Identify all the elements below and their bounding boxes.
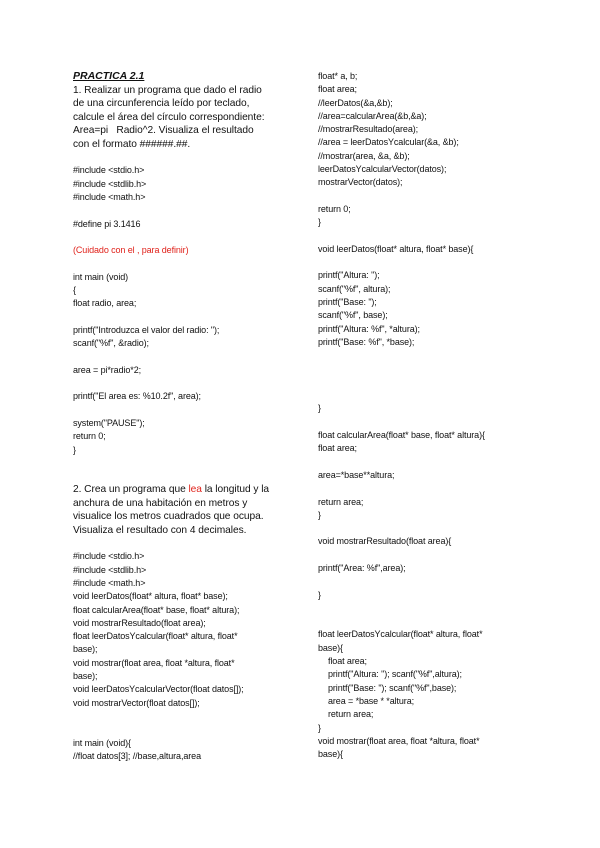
spacer <box>318 389 528 402</box>
spacer <box>318 416 528 429</box>
code-line: void mostrarResultado(float area); <box>73 617 206 628</box>
code-line: scanf("%f", &radio); <box>73 338 149 349</box>
code-line: #include <stdio.h> <box>73 551 145 562</box>
highlighted-word: lea <box>188 484 202 496</box>
spacer <box>73 311 295 324</box>
exercise-2-text: la longitud y la <box>201 484 270 496</box>
exercise-1-line: de una circunferencia leído por teclado, <box>73 98 250 110</box>
code-line: void mostrar(float area, float *altura, float* <box>73 657 235 668</box>
code-line: #include <math.h> <box>73 191 146 202</box>
code-line: return area; <box>328 709 374 720</box>
code-line: #include <stdlib.h> <box>73 178 147 189</box>
code-line: mostrarVector(datos); <box>318 177 403 188</box>
code-line: printf("Altura: "); scanf("%f",altura); <box>328 669 462 680</box>
code-line: base){ <box>318 642 343 653</box>
code-line: //mostrar(area, &a, &b); <box>318 150 410 161</box>
code-line: void leerDatosYcalcularVector(float datos[]); <box>73 684 244 695</box>
code-line: void mostrarResultado(float area){ <box>318 536 452 547</box>
code-line: base){ <box>318 749 343 760</box>
code-line: float* a, b; <box>318 71 358 81</box>
spacer <box>73 537 295 550</box>
code-line: area=*base**altura; <box>318 469 395 480</box>
spacer <box>73 404 295 417</box>
code-line: system("PAUSE"); <box>73 417 145 428</box>
code-line: //area = leerDatosYcalcular(&a, &b); <box>318 137 459 148</box>
code-line: //float datos[3]; //base,altura,area <box>73 750 201 761</box>
spacer <box>318 256 528 269</box>
warning-note: (Cuidado con el , para definir) <box>73 245 189 256</box>
code-line: printf("Base: "); scanf("%f",base); <box>328 682 457 693</box>
code-line: float calcularArea(float* base, float* altura){ <box>318 430 485 441</box>
code-line: #include <math.h> <box>73 577 146 588</box>
code-line: //leerDatos(&a,&b); <box>318 97 393 108</box>
code-line: base); <box>73 671 98 682</box>
exercise-1-line: calcule el área del círculo correspondiente: <box>73 111 265 123</box>
spacer <box>318 456 528 469</box>
exercise-1-line: con el formato ######.##. <box>73 138 191 150</box>
spacer <box>73 257 295 270</box>
code-line: float radio, area; <box>73 298 137 309</box>
code-line: } <box>318 509 321 520</box>
code-line: #include <stdio.h> <box>73 165 145 176</box>
code-line: void leerDatos(float* altura, float* base); <box>73 591 228 602</box>
code-line: } <box>318 722 321 733</box>
spacer <box>73 204 295 217</box>
code-line: printf("Base: "); <box>318 297 377 308</box>
exercise-2-text: 2. Crea un programa que <box>73 484 189 496</box>
code-line: printf("Altura: %f", *altura); <box>318 323 420 334</box>
code-line: float area; <box>318 84 357 95</box>
left-column <box>73 70 295 763</box>
code-line: void mostrarVector(float datos[]); <box>73 697 200 708</box>
spacer <box>73 710 295 723</box>
spacer <box>73 151 295 164</box>
spacer <box>318 376 528 389</box>
code-line: area = *base * *altura; <box>328 695 415 706</box>
spacer <box>318 482 528 495</box>
code-line: } <box>318 217 321 228</box>
code-line: base); <box>73 644 98 655</box>
spacer <box>73 231 295 244</box>
code-line: leerDatosYcalcularVector(datos); <box>318 164 447 175</box>
code-line: float area; <box>318 443 357 454</box>
practice-title: PRACTICA 2.1 <box>73 70 145 82</box>
code-line: scanf("%f", base); <box>318 310 388 321</box>
spacer <box>73 723 295 736</box>
exercise-2-line: Visualiza el resultado con 4 decimales. <box>73 524 247 536</box>
spacer <box>318 549 528 562</box>
spacer <box>318 349 528 362</box>
code-line: } <box>318 589 321 600</box>
code-line: return 0; <box>318 203 351 214</box>
code-line: float area; <box>328 656 367 667</box>
spacer <box>318 190 528 203</box>
code-line: } <box>73 444 76 455</box>
spacer <box>73 457 295 470</box>
exercise-1-line: 1. Realizar un programa que dado el radio <box>73 85 262 96</box>
code-line: float leerDatosYcalcular(float* altura, float* <box>318 629 483 640</box>
code-line: printf("Area: %f",area); <box>318 562 406 573</box>
code-line: int main (void){ <box>73 737 131 748</box>
exercise-2-line <box>73 483 295 496</box>
spacer <box>73 377 295 390</box>
right-column <box>318 70 528 761</box>
code-line: int main (void) <box>73 271 129 282</box>
spacer <box>318 522 528 535</box>
code-line: //mostrarResultado(area); <box>318 124 419 135</box>
code-line: } <box>318 403 321 414</box>
code-line: float calcularArea(float* base, float* altura); <box>73 604 240 615</box>
code-line: #include <stdlib.h> <box>73 564 147 575</box>
spacer <box>318 363 528 376</box>
code-line: printf("Altura: "); <box>318 270 380 281</box>
spacer <box>318 575 528 588</box>
spacer <box>73 470 295 483</box>
code-line: //area=calcularArea(&b,&a); <box>318 110 427 121</box>
code-line: printf("Base: %f", *base); <box>318 336 415 347</box>
code-line: return area; <box>318 496 364 507</box>
code-line: #define pi 3.1416 <box>73 218 141 229</box>
code-line: void mostrar(float area, float *altura, float* <box>318 735 480 746</box>
exercise-2-line: visualice los metros cuadrados que ocupa. <box>73 511 264 523</box>
spacer <box>318 230 528 243</box>
code-line: area = pi*radio*2; <box>73 364 141 375</box>
code-line: return 0; <box>73 431 106 442</box>
code-line: printf("El area es: %10.2f", area); <box>73 391 201 402</box>
exercise-2-line: anchura de una habitación en metros y <box>73 497 248 509</box>
code-line: void leerDatos(float* altura, float* base){ <box>318 243 474 254</box>
spacer <box>318 615 528 628</box>
code-line: float leerDatosYcalcular(float* altura, float* <box>73 631 238 642</box>
spacer <box>318 602 528 615</box>
exercise-1-line: Area=pi Radio^2. Visualiza el resultado <box>73 125 254 137</box>
code-line: { <box>73 285 76 295</box>
spacer <box>73 350 295 363</box>
code-line: scanf("%f", altura); <box>318 283 391 294</box>
code-line: printf("Introduzca el valor del radio: "); <box>73 324 220 335</box>
